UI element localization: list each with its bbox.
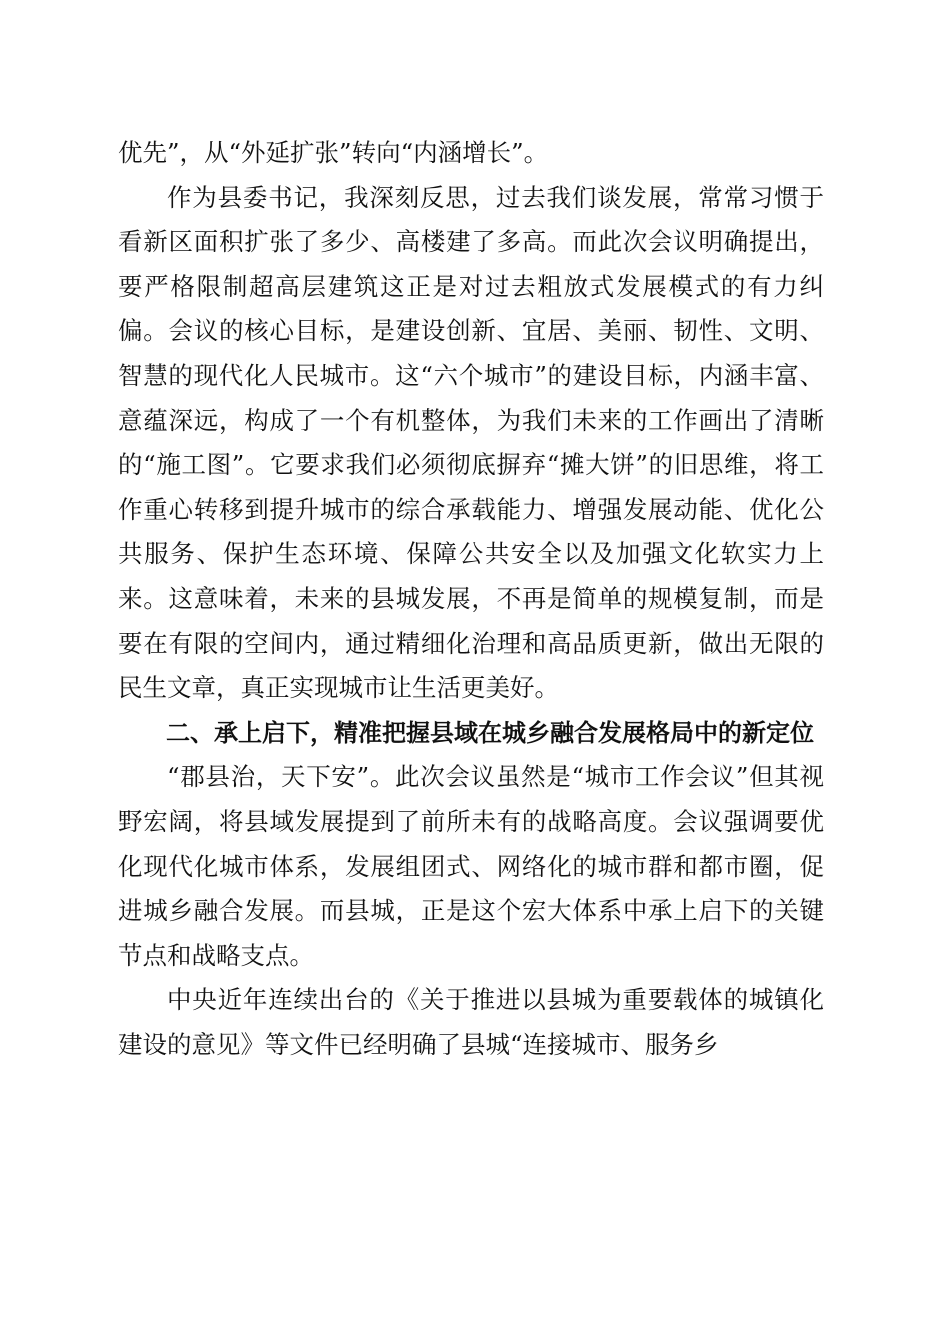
paragraph-county-governance: “郡县治，天下安”。此次会议虽然是“城市工作会议”但其视野宏阔，将县域发展提到了前所未有的战略高度。会议强调要优化现代化城市体系，发展组团式、网络化的城市群和都市圈，促进城乡融合发展。而县城，正是这个宏大体系中承上启下的关键节点和战略支点。 (118, 762, 824, 970)
paragraph-reflection: 作为县委书记，我深刻反思，过去我们谈发展，常常习惯于看新区面积扩张了多少、高楼建了多高。而此次会议明确提出，要严格限制超高层建筑这正是对过去粗放式发展模式的有力纠偏。会议的核心目标，是建设创新、宜居、美丽、韧性、文明、智慧的现代化人民城市。这“六个城市”的建设目标，内涵丰富、意蕴深远，构成了一个有机整体，为我们未来的工作画出了清晰的“施工图”。它要求我们必须彻底摒弃“摊大饼”的旧思维，将工作重心转移到提升城市的综合承载能力、增强发展动能、优化公共服务、保护生态环境、保障公共安全以及加强文化软实力上来。这意味着，未来的县城发展，不再是简单的规模复制，而是要在有限的空间内，通过精细化治理和高品质更新，做出无限的民生文章，真正实现城市让生活更美好。 (118, 182, 824, 703)
document-page (118, 131, 824, 1067)
paragraph-central-policy: 中央近年连续出台的《关于推进以县城为重要载体的城镇化建设的意见》等文件已经明确了县城“连接城市、服务乡 (118, 985, 824, 1059)
paragraph-continuation: 优先”，从“外延扩张”转向“内涵增长”。 (118, 138, 549, 167)
section-heading-2: 二、承上启下，精准把握县域在城乡融合发展格局中的新定位 (166, 718, 814, 747)
